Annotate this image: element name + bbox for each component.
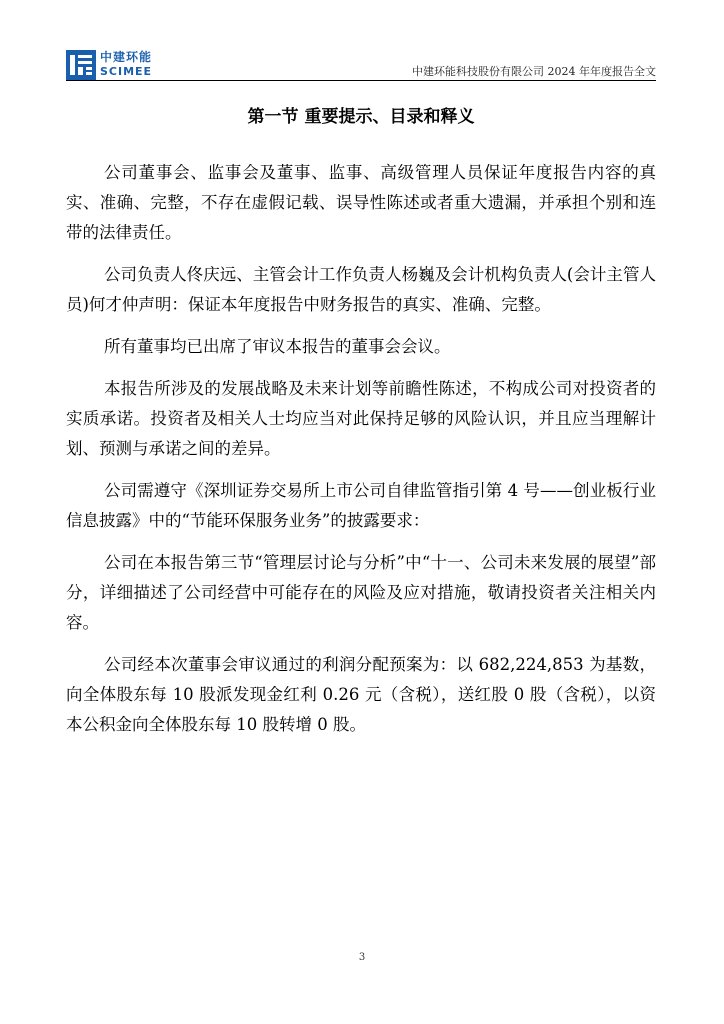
document-title: 中建环能科技股份有限公司 2024 年年度报告全文	[412, 65, 656, 78]
company-logo-icon	[66, 50, 96, 80]
paragraph-board-guarantee: 公司董事会、监事会及董事、监事、高级管理人员保证年度报告内容的真实、准确、完整，不存在虚假记载、误导性陈述或者重大遗漏，并承担个别和连带的法律责任。	[66, 163, 656, 242]
logo-chinese-text: 中建环能	[100, 50, 153, 64]
page-number: 3	[358, 952, 366, 963]
page-header	[66, 48, 656, 82]
paragraph-forward-looking: 本报告所涉及的发展战略及未来计划等前瞻性陈述，不构成公司对投资者的实质承诺。投资者及相关人士均应当对此保持足够的风险认识，并且应当理解计划、预测与承诺之间的差异。	[66, 379, 656, 458]
section-heading: 第一节 重要提示、目录和释义	[247, 107, 475, 127]
header-divider	[66, 80, 656, 81]
company-logo	[66, 50, 176, 80]
paragraph-disclosure-requirement: 公司需遵守《深圳证券交易所上市公司自律监管指引第 4 号——创业板行业信息披露》中的“节能环保服务业务”的披露要求：	[66, 481, 656, 530]
paragraph-responsible-persons: 公司负责人佟庆远、主管会计工作负责人杨巍及会计机构负责人(会计主管人员)何才仲声明：保证本年度报告中财务报告的真实、准确、完整。	[66, 265, 656, 314]
paragraph-directors-attendance: 所有董事均已出席了审议本报告的董事会会议。	[104, 337, 451, 356]
paragraph-risk-reference: 公司在本报告第三节“管理层讨论与分析”中“十一、公司未来发展的展望”部分，详细描述了公司经营中可能存在的风险及应对措施，敬请投资者关注相关内容。	[66, 553, 656, 632]
body-text	[66, 158, 656, 752]
logo-english-text: SCIMEE	[100, 65, 153, 78]
paragraph-profit-distribution: 公司经本次董事会审议通过的利润分配预案为：以 682,224,853 为基数，向全体股东每 10 股派发现金红利 0.26 元（含税），送红股 0 股（含税），以资本公积金向全体股东每 10 股转增 0 股。	[66, 655, 656, 734]
